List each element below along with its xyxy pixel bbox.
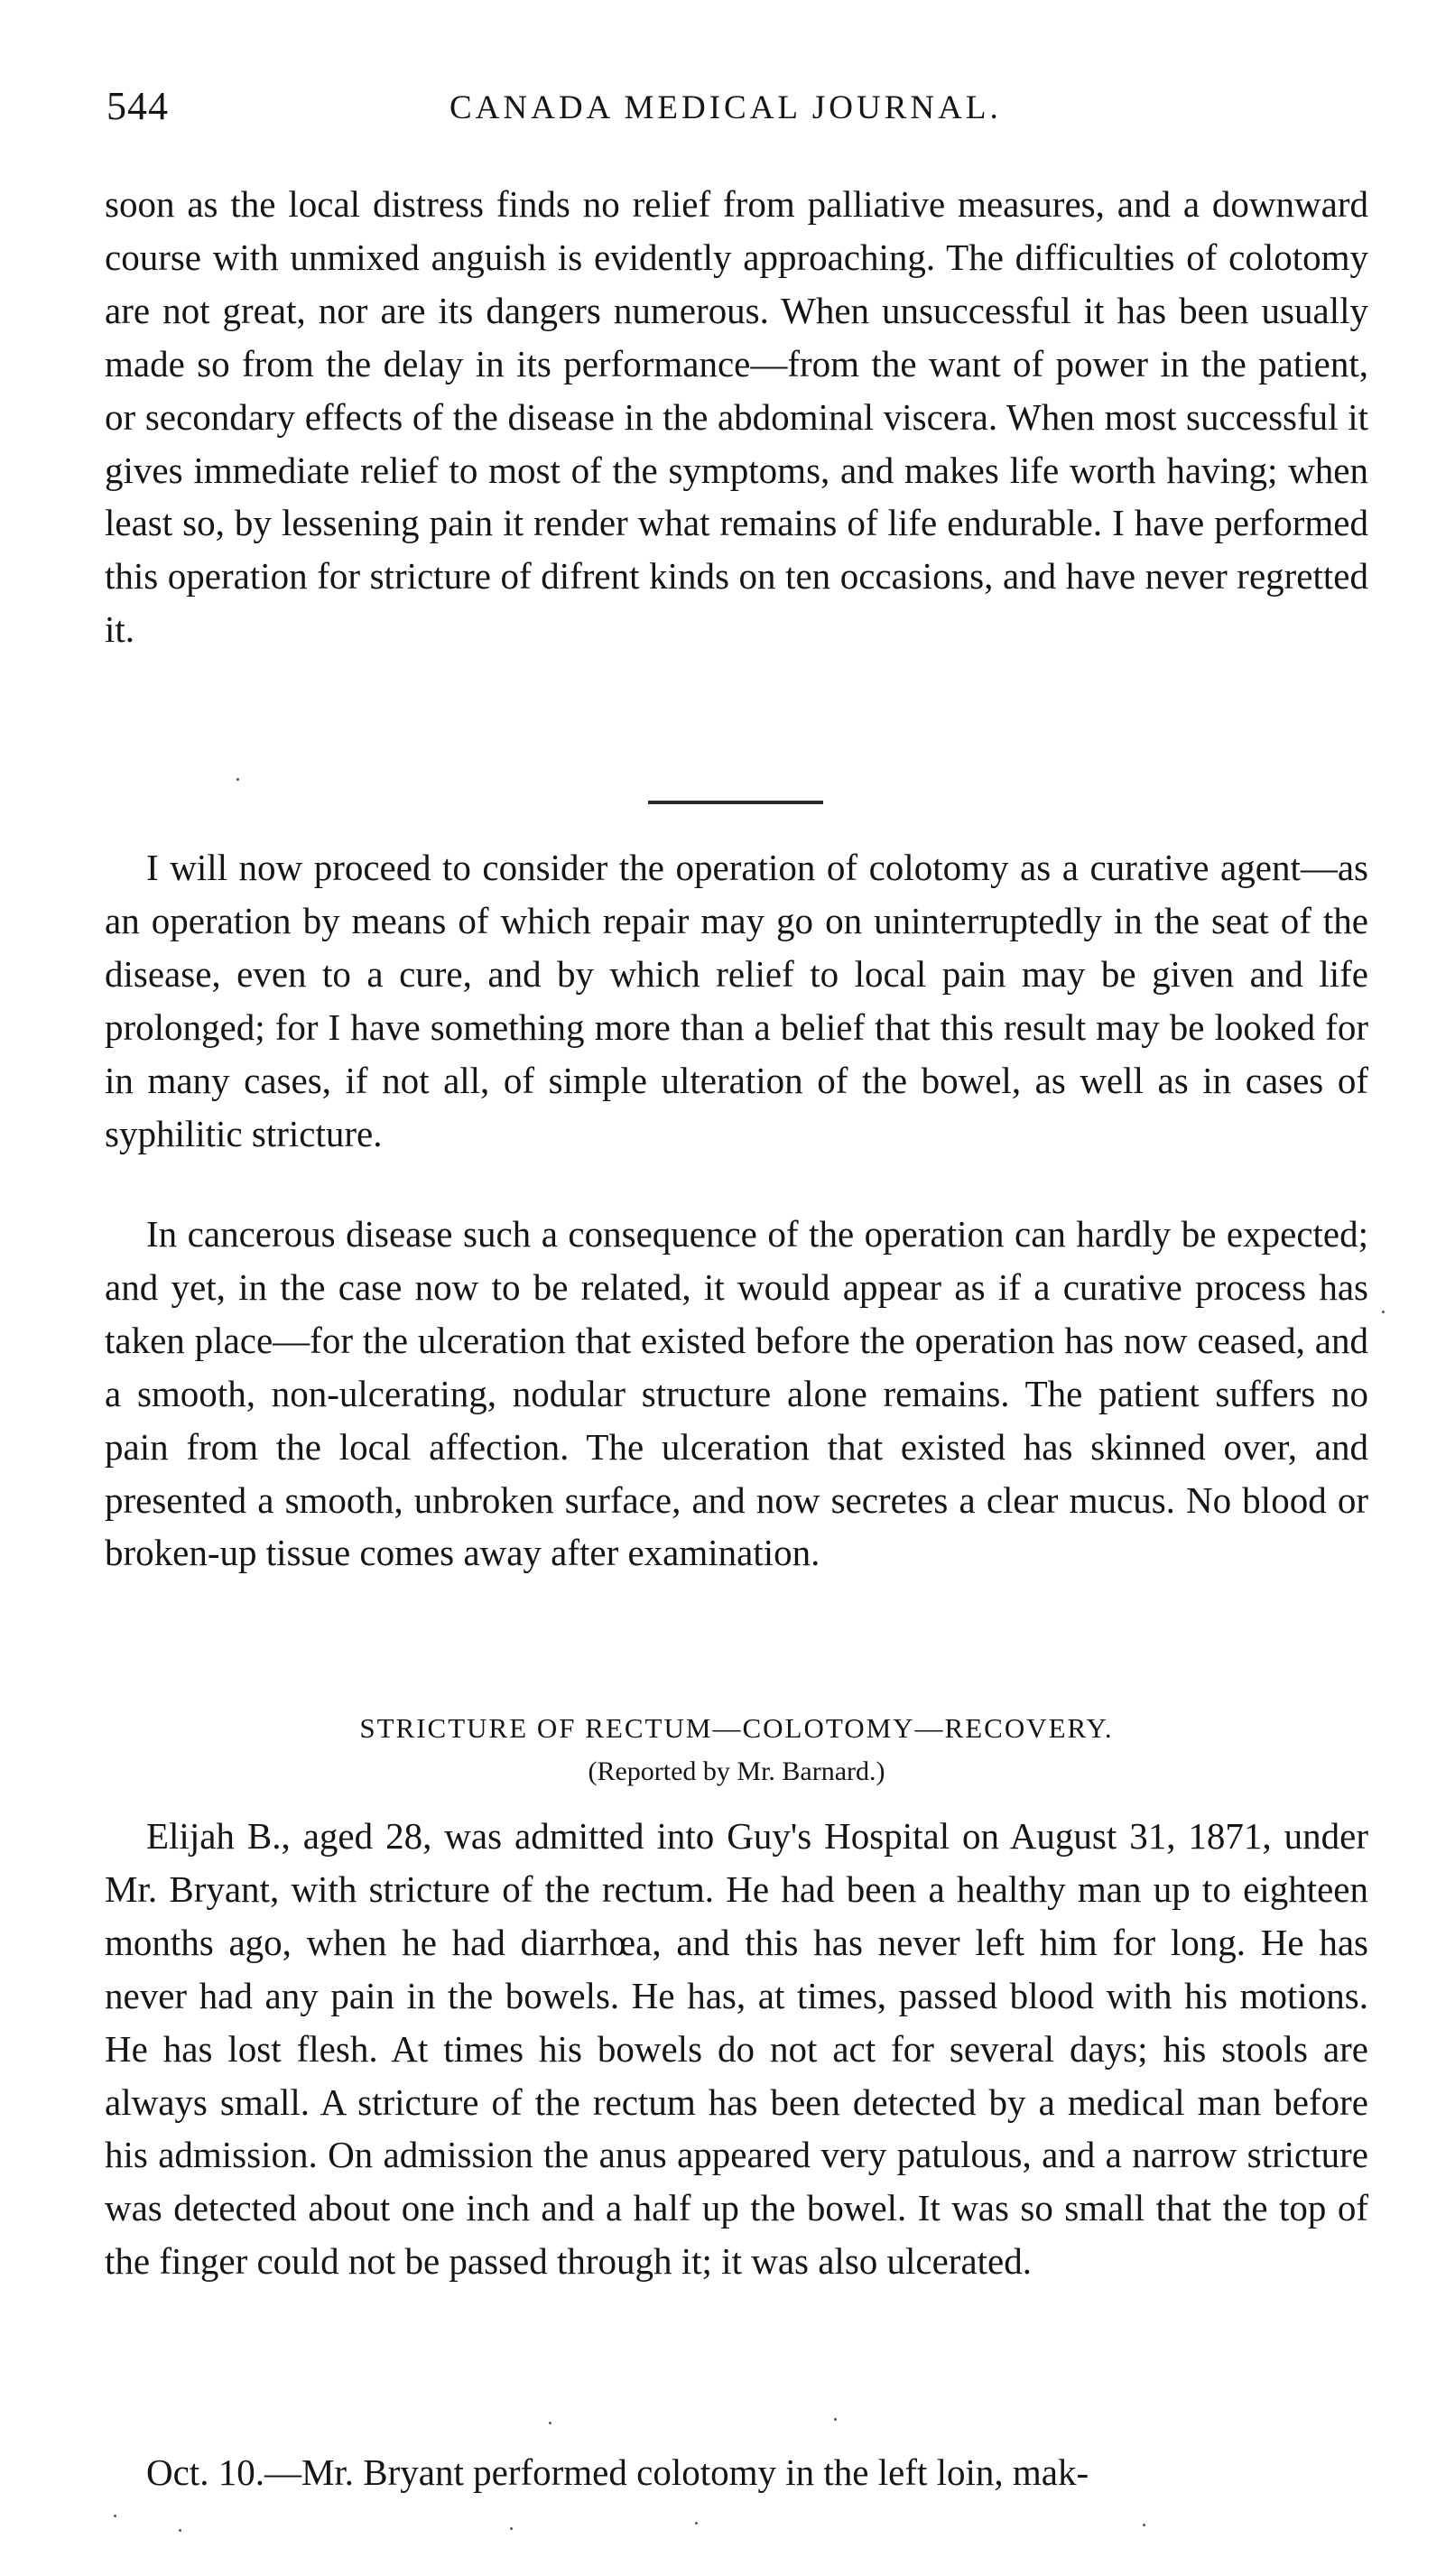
paragraph-1: soon as the local distress finds no relief from palliative measures, and a downward course with unmixed anguish is evidently approaching. The difficulties of colotomy are not great, nor are its dangers numerous. When unsuccessful it has been usually made so from the delay in its performance—from the want of power in the patient, or secondary effects of the disease in the abdominal viscera. When most successful it gives immediate relief to most of the symptoms, and makes life worth having; when least so, by lessening pain it render what remains of life endurable. I have performed this operation for stricture of difrent kinds on ten occasions, and have never regretted it.: [105, 183, 1368, 651]
scan-speck: [834, 2418, 837, 2421]
journal-title: CANADA MEDICAL JOURNAL.: [449, 89, 1002, 126]
paragraph-block-4: [105, 1810, 1368, 2288]
scan-speck: [1382, 1311, 1385, 1313]
case-heading: STRICTURE OF RECTUM—COLOTOMY—RECOVERY.: [359, 1712, 1114, 1744]
paragraph-block-5: [105, 2446, 1368, 2499]
case-reporter: (Reported by Mr. Barnard.): [588, 1756, 885, 1786]
scan-speck: [695, 2522, 698, 2525]
section-divider: [648, 801, 823, 804]
paragraph-5: Oct. 10.—Mr. Bryant performed colotomy in the left loin, mak-: [146, 2451, 1089, 2493]
paragraph-block-2: [105, 841, 1368, 1160]
paragraph-4: Elijah B., aged 28, was admitted into Guy's Hospital on August 31, 1871, under Mr. Bryant, with stricture of the rectum. He had been a healthy man up to eighteen months ago, when he had diarrhœa, and this has never left him for long. He has never had any pain in the bowels. He has, at times, passed blood with his motions. He has lost flesh. At times his bowels do not act for several days; his stools are always small. A stricture of the rectum has been detected by a medical man before his admission. On admission the anus appeared very patulous, and a narrow stricture was detected about one inch and a half up the bowel. It was so small that the top of the finger could not be passed through it; it was also ulcerated.: [105, 1815, 1368, 2283]
paragraph-block-1: [105, 178, 1368, 656]
scan-speck: [510, 2527, 513, 2530]
scan-speck: [236, 778, 239, 781]
paragraph-2: I will now proceed to consider the operation of colotomy as a curative agent—as an operation by means of which repair may go on uninterruptedly in the seat of the disease, even to a cure, and by which relief to local pain may be given and life prolonged; for I have something more than a belief that this result may be looked for in many cases, if not all, of simple ulteration of the bowel, as well as in cases of syphilitic stricture.: [105, 847, 1368, 1154]
page-header: [107, 79, 1366, 143]
page-number: 544: [107, 84, 169, 128]
scan-speck: [549, 2422, 551, 2424]
scan-speck: [179, 2529, 181, 2532]
scan-speck: [1143, 2524, 1145, 2526]
scan-speck: [114, 2515, 116, 2517]
paragraph-3: In cancerous disease such a consequence of the operation can hardly be expected; and yet, in the case now to be related, it would appear as if a curative process has taken place—for the ulceration that existed before the operation has now ceased, and a smooth, non-ulcerating, nodular structure alone remains. The patient suffers no pain from the local affection. The ulceration that existed has skinned over, and presented a smooth, unbroken surface, and now secretes a clear mucus. No blood or broken-up tissue comes away after examination.: [105, 1213, 1368, 1574]
paragraph-block-3: [105, 1208, 1368, 1580]
